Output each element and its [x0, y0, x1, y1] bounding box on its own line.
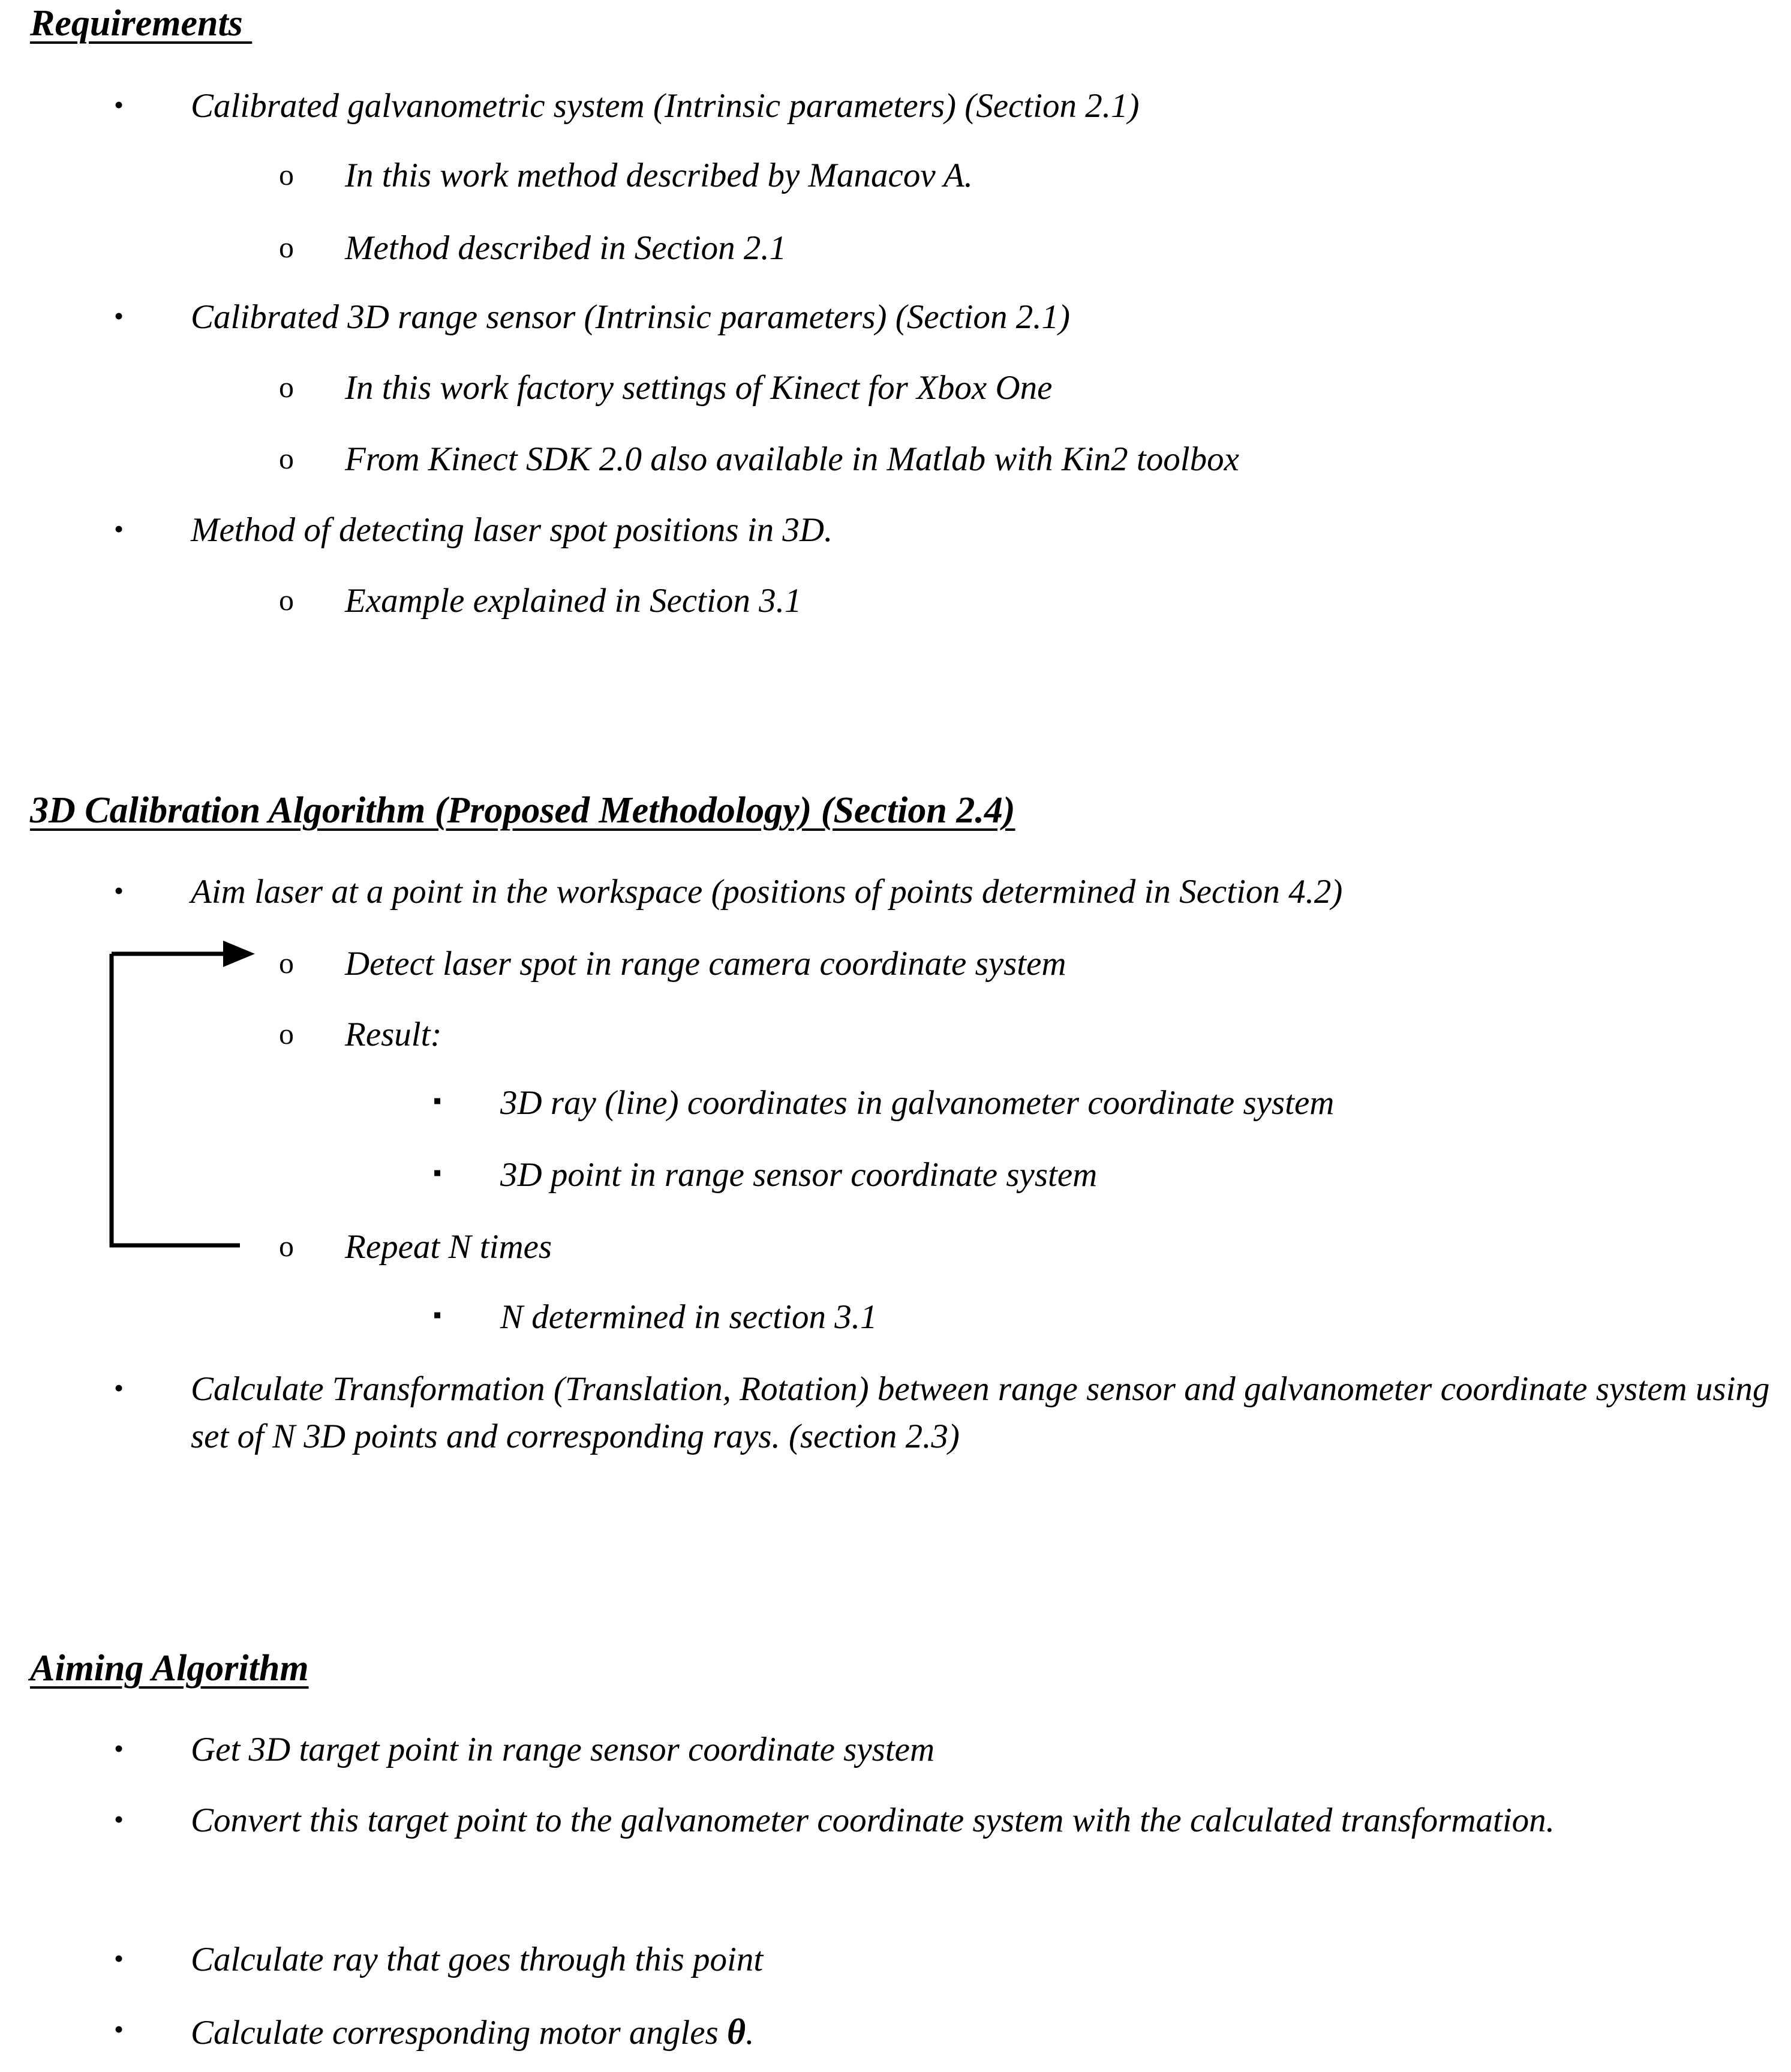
bullet-circle-icon: o — [279, 158, 294, 191]
list-item — [114, 294, 1787, 341]
bullet-circle-icon: o — [279, 442, 294, 475]
list-item-text: From Kinect SDK 2.0 also available in Matlab with Kin2 toolbox — [345, 440, 1239, 478]
list-item-text: Example explained in Section 3.1 — [345, 582, 802, 620]
list-item-text — [191, 2007, 1787, 2057]
list-item — [279, 365, 1778, 412]
list-item — [114, 869, 1787, 916]
list-item-text: In this work method described by Manacov A. — [345, 157, 973, 194]
list-item — [279, 1011, 1778, 1059]
list-item-text: 3D point in range sensor coordinate system — [500, 1156, 1098, 1194]
motor-angles-text: Calculate corresponding motor angles — [191, 2014, 727, 2052]
list-item-text: Calculate Transformation (Translation, Rotation) between range sensor and galvanometer coordinate system using set of N 3D points and corresponding rays. (section 2.3) — [191, 1370, 1770, 1455]
list-item — [114, 1797, 1673, 1845]
bullet-circle-icon: o — [279, 1229, 294, 1263]
bullet-disc-icon: • — [114, 1943, 124, 1974]
list-item — [279, 436, 1778, 484]
bullet-disc-icon: • — [114, 2014, 124, 2044]
list-item — [114, 2007, 1787, 2057]
list-item — [114, 1366, 1790, 1460]
repeat-loop-connector-icon — [90, 936, 288, 1260]
list-item-text: Calculate ray that goes through this point — [191, 1941, 764, 1978]
bullet-circle-icon: o — [279, 1017, 294, 1050]
list-item-text: In this work factory settings of Kinect for Xbox One — [345, 369, 1053, 407]
bullet-disc-icon: • — [114, 301, 124, 331]
list-item — [279, 152, 1778, 200]
list-item-text: Calibrated galvanometric system (Intrinsic parameters) (Section 2.1) — [191, 87, 1140, 125]
list-item — [279, 578, 1778, 625]
sentence-period: . — [746, 2014, 755, 2052]
section-heading-requirements: Requirements — [30, 3, 253, 44]
bullet-circle-icon: o — [279, 370, 294, 404]
bullet-disc-icon: • — [114, 875, 124, 906]
bullet-square-icon: ▪ — [433, 1087, 442, 1114]
bullet-circle-icon: o — [279, 946, 294, 980]
list-item — [114, 83, 1787, 130]
section-heading-calibration-algorithm: 3D Calibration Algorithm (Proposed Methodology) (Section 2.4) — [30, 790, 1015, 831]
list-item-text: N determined in section 3.1 — [500, 1298, 878, 1336]
list-item — [433, 1080, 1783, 1127]
bullet-square-icon: ▪ — [433, 1301, 442, 1328]
list-item-text: 3D ray (line) coordinates in galvanometer coordinate system — [500, 1084, 1335, 1122]
list-item-text: Get 3D target point in range sensor coordinate system — [191, 1731, 935, 1768]
list-item — [279, 1224, 1778, 1271]
list-item — [114, 507, 1787, 554]
bullet-disc-icon: • — [114, 89, 124, 120]
list-item-text: Aim laser at a point in the workspace (positions of points determined in Section 4.2) — [191, 873, 1343, 911]
bullet-disc-icon: • — [114, 1373, 124, 1403]
bullet-square-icon: ▪ — [433, 1159, 442, 1186]
bullet-disc-icon: • — [114, 1804, 124, 1834]
list-item — [433, 1152, 1783, 1199]
theta-symbol: θ — [727, 2012, 746, 2052]
list-item — [114, 1936, 1787, 1984]
list-item-text: Method of detecting laser spot positions in 3D. — [191, 511, 833, 549]
list-item — [433, 1294, 1783, 1341]
list-item-text: Result: — [345, 1016, 442, 1053]
bullet-circle-icon: o — [279, 583, 294, 617]
bullet-circle-icon: o — [279, 230, 294, 264]
list-item — [279, 941, 1778, 988]
list-item-text: Detect laser spot in range camera coordinate system — [345, 945, 1066, 983]
list-item-text: Method described in Section 2.1 — [345, 229, 787, 267]
list-item-text: Calibrated 3D range sensor (Intrinsic parameters) (Section 2.1) — [191, 298, 1070, 336]
section-heading-aiming-algorithm: Aiming Algorithm — [30, 1648, 309, 1689]
list-item — [114, 1726, 1787, 1774]
bullet-disc-icon: • — [114, 514, 124, 544]
list-item — [279, 225, 1778, 272]
list-item-text: Convert this target point to the galvanometer coordinate system with the calculated transformation. — [191, 1801, 1555, 1839]
list-item-text: Repeat N times — [345, 1228, 552, 1266]
bullet-disc-icon: • — [114, 1733, 124, 1764]
